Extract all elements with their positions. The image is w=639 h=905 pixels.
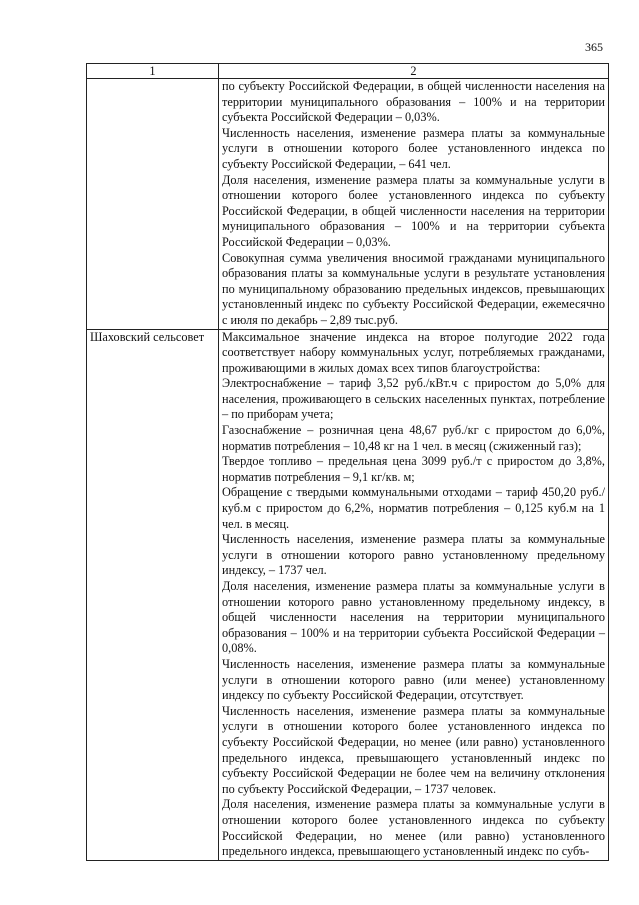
paragraph: Численность населения, изменение размера платы за коммунальные услуги в отношении которого более установленного индекса по субъекту Российской Федерации, но менее (или равно) установленного предельного индекса, превышающего установленный индекс по субъекту Российской Федерации не более чем на величину отклонения по субъекту Российской Федерации, – 1737 человек. (222, 703, 605, 796)
paragraph: Численность населения, изменение размера платы за коммунальные услуги в отношении которого равно установленному предельному индексу, – 1737 чел. (222, 532, 605, 578)
data-table (86, 63, 609, 861)
table-row (87, 79, 609, 330)
paragraph: по субъекту Российской Федерации, в общей численности населения на территории муниципального образования – 100% и на территории субъекта Российской Федерации – 0,03%. (222, 79, 605, 125)
region-cell (87, 79, 219, 330)
paragraph: Численность населения, изменение размера платы за коммунальные услуги в отношении которого равно (или менее) установленному индексу по субъекту Российской Федерации, отсутствует. (222, 656, 605, 703)
paragraph: Твердое топливо – предельная цена 3099 руб./т с приростом до 3,8%, норматив потребления – 9,1 кг/кв. м; (222, 454, 605, 484)
paragraph: Газоснабжение – розничная цена 48,67 руб./кг с приростом до 6,0%, норматив потребления – 10,48 кг на 1 чел. в месяц (сжиженный газ); (222, 423, 605, 453)
region-cell: Шаховский сельсовет (87, 329, 219, 860)
paragraph: Численность населения, изменение размера платы за коммунальные услуги в отношении которого более установленного индекса по субъекту Российской Федерации, – 641 чел. (222, 125, 605, 171)
page-number: 365 (585, 40, 603, 54)
table-row (87, 329, 609, 860)
paragraph: Максимальное значение индекса на второе полугодие 2022 года соответствует набору коммунальных услуг, потребляемых гражданами, проживающими в жилых домах всех типов благоустройства: (222, 329, 605, 375)
paragraph: Совокупная сумма увеличения вносимой гражданами муниципального образования платы за коммунальные услуги в результате установления по муниципальному образованию предельных индексов, превышающих установленный индекс по субъекту Российской Федерации, ежемесячно с июля по декабрь – 2,89 тыс.руб. (222, 250, 605, 327)
paragraph: Доля населения, изменение размера платы за коммунальные услуги в отношении которого более установленного индекса по субъекту Российской Федерации, в общей численности населения на территории муниципального образования – 100% и на территории субъекта Российской Федерации – 0,03%. (222, 172, 605, 249)
paragraph: Доля населения, изменение размера платы за коммунальные услуги в отношении которого более установленного индекса по субъекту Российской Федерации, но менее (или равно) установленного предельного индекса, превышающего установленный индекс по субъ- (222, 797, 605, 859)
table-header-row (87, 64, 609, 79)
description-cell (219, 79, 609, 330)
description-cell (219, 329, 609, 860)
column-header-1: 1 (87, 64, 219, 79)
paragraph: Обращение с твердыми коммунальными отходами – тариф 450,20 руб./куб.м с приростом до 6,2%, норматив потребления – 0,125 куб.м на 1 чел. в месяц. (222, 485, 605, 531)
paragraph: Электроснабжение – тариф 3,52 руб./кВт.ч с приростом до 5,0% для населения, проживающего в сельских населенных пунктах, потребление – по приборам учета; (222, 376, 605, 422)
paragraph: Доля населения, изменение размера платы за коммунальные услуги в отношении которого равно установленному предельному индексу, в общей численности населения на территории муниципального образования – 100% и на территории субъекта Российской Федерации – 0,08%. (222, 579, 605, 656)
column-header-2: 2 (219, 64, 609, 79)
